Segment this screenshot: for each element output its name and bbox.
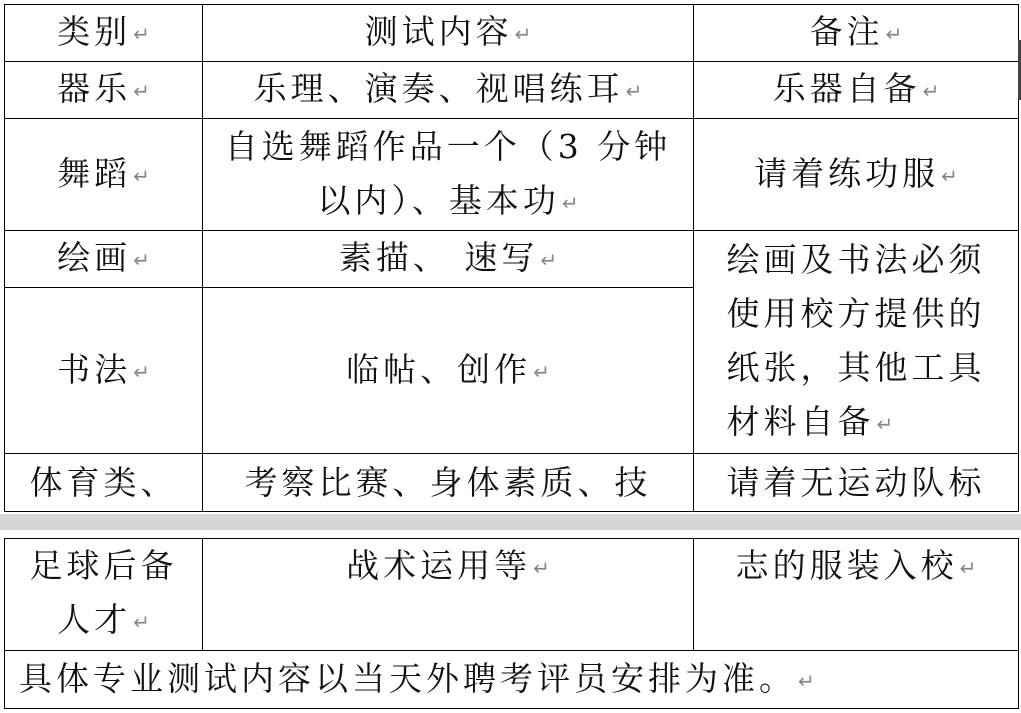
test-content-table (4, 4, 1019, 512)
notes-text: 请着练功服 (754, 153, 940, 193)
paragraph-mark-icon: ↵ (540, 248, 558, 272)
table-row (5, 231, 1019, 288)
header-category-cell (5, 5, 203, 62)
category-cell (5, 119, 203, 231)
paragraph-mark-icon: ↵ (533, 556, 550, 580)
category-text-line: 人才 (57, 600, 132, 639)
notes-text-line: 材料自备 (726, 402, 875, 441)
paragraph-mark-icon: ↵ (625, 79, 643, 103)
content-text: 素描、 速写 (338, 238, 539, 277)
category-text: 绘画 (57, 238, 132, 277)
footer-row (5, 651, 1019, 709)
content-text: 考察比赛、身体素质、技 (244, 462, 652, 502)
header-notes-cell (694, 5, 1019, 62)
page-break-gap (0, 514, 1021, 530)
table-row (5, 62, 1019, 119)
paragraph-mark-icon: ↵ (133, 79, 150, 103)
notes-text-line: 使用校方提供的 (726, 294, 986, 333)
document-page-2 (0, 530, 1021, 713)
paragraph-mark-icon: ↵ (133, 22, 150, 46)
content-cell (203, 539, 694, 651)
footer-note-text: 具体专业测试内容以当天外聘考评员安排为准。 (19, 658, 796, 698)
category-text: 书法 (57, 349, 132, 389)
content-text: 临帖、创作 (346, 349, 532, 389)
notes-text-line: 纸张，其他工具 (726, 348, 986, 387)
paragraph-mark-icon: ↵ (941, 163, 958, 188)
paragraph-mark-icon: ↵ (514, 22, 532, 46)
header-content-cell (203, 5, 694, 62)
notes-cell (694, 119, 1019, 231)
paragraph-mark-icon: ↵ (133, 610, 150, 634)
content-cell (203, 454, 694, 512)
header-category: 类别 (57, 12, 132, 51)
category-text-line: 足球后备 (29, 546, 178, 585)
table-row (5, 119, 1019, 231)
table-row (5, 539, 1019, 651)
content-cell (203, 288, 694, 454)
notes-text: 乐器自备 (772, 69, 921, 108)
paragraph-mark-icon: ↵ (133, 248, 150, 272)
content-cell (203, 231, 694, 288)
content-text-line: 自选舞蹈作品一个（3 分钟 (224, 126, 672, 166)
table-row (5, 454, 1019, 512)
header-content: 测试内容 (364, 12, 513, 51)
test-content-table-continued (4, 538, 1019, 709)
paragraph-mark-icon: ↵ (885, 22, 903, 46)
category-cell (5, 539, 203, 651)
paragraph-mark-icon: ↵ (133, 163, 150, 188)
category-cell (5, 288, 203, 454)
notes-cell (694, 454, 1019, 512)
paragraph-mark-icon: ↵ (922, 79, 940, 103)
content-cell (203, 119, 694, 231)
notes-text: 请着无运动队标 (726, 462, 986, 502)
notes-text-line: 绘画及书法必须 (726, 240, 986, 279)
paragraph-mark-icon: ↵ (959, 556, 977, 580)
paragraph-mark-icon: ↵ (533, 359, 550, 384)
paragraph-mark-icon: ↵ (798, 668, 815, 693)
header-notes: 备注 (809, 12, 884, 51)
paragraph-mark-icon: ↵ (561, 190, 579, 215)
table-header-row (5, 5, 1019, 62)
notes-cell (694, 539, 1019, 651)
content-text: 乐理、演奏、视唱练耳 (253, 69, 624, 108)
category-text: 体育类、 (29, 462, 178, 502)
category-cell (5, 454, 203, 512)
content-text-line: 以内）、基本功 (317, 180, 560, 220)
notes-text: 志的服装入校 (735, 546, 958, 585)
category-text: 器乐 (57, 69, 132, 108)
content-cell (203, 62, 694, 119)
paragraph-mark-icon: ↵ (133, 359, 150, 384)
notes-cell (694, 62, 1019, 119)
content-text: 战术运用等 (346, 546, 532, 585)
merged-notes-cell (694, 231, 1019, 454)
footer-note-cell (5, 651, 1019, 709)
category-cell (5, 62, 203, 119)
paragraph-mark-icon: ↵ (876, 412, 894, 436)
category-cell (5, 231, 203, 288)
category-text: 舞蹈 (57, 153, 132, 193)
